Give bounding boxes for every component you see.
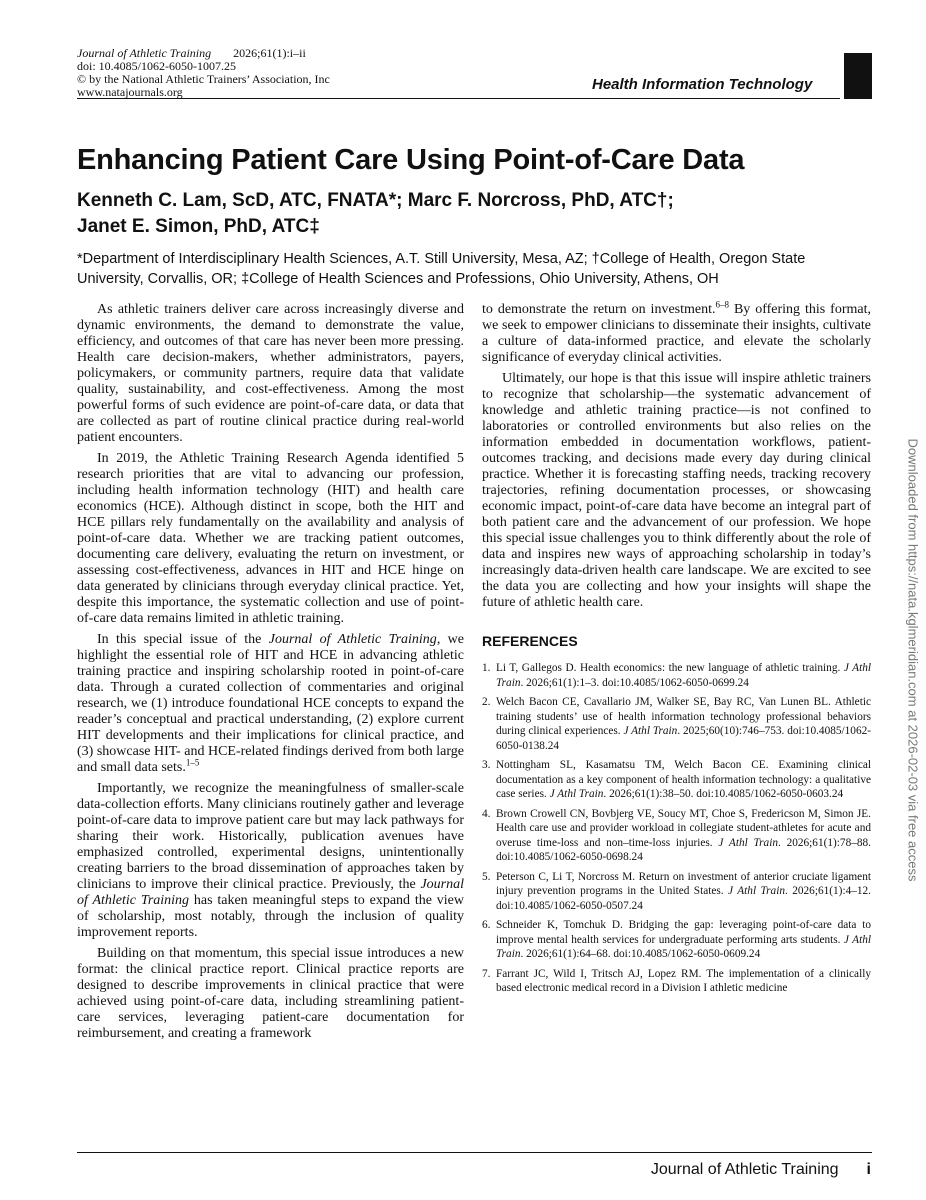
page-number: i <box>866 1161 871 1178</box>
reference-details: . 2026;61(1):38–50. doi:10.4085/1062-6050-0603.24 <box>603 788 844 800</box>
reference-number: 4. <box>482 807 491 820</box>
reference-number: 1. <box>482 662 491 674</box>
reference-text <box>496 918 871 962</box>
reference-text <box>496 758 871 802</box>
reference-item <box>482 807 871 865</box>
section-label: Health Information Technology <box>592 76 813 93</box>
reference-number: 7. <box>482 967 491 980</box>
paragraph-5-cont-text-b: By offering this format, we seek to empower clinicians to disseminate their insights, cultivate a culture of data-informed practice, and elevate the scholarly significance of everyday clinical activities. <box>482 302 871 365</box>
article-meta <box>77 47 330 99</box>
reference-body: Welch Bacon CE, Cavallario JM, Walker SE, Bay RC, Van Lunen BL. Athletic training students’ use of health information technology professional behaviors during clinical experiences. <box>496 696 871 737</box>
website-link[interactable]: www.natajournals.org <box>77 85 183 99</box>
reference-item <box>482 661 871 690</box>
paragraph-3 <box>77 632 464 776</box>
reference-journal: J Athl Train <box>728 885 785 897</box>
citation: 2026;61(1):i–ii <box>233 46 306 60</box>
citation-superscript[interactable]: 6–8 <box>715 299 729 310</box>
reference-item <box>482 918 871 962</box>
copyright: © by the National Athletic Trainers’ Association, Inc <box>77 72 330 86</box>
citation-superscript[interactable]: 1–5 <box>185 757 200 768</box>
reference-body: Nottingham SL, Kasamatsu TM, Welch Bacon CE. Examining clinical documentation as a key component of health information technology: a qualitative case series. <box>496 759 871 800</box>
paragraph-6: Ultimately, our hope is that this issue will inspire athletic trainers to recognize that scholarship—the systematic advancement of knowledge and athletic training practice—is not confined to laboratories or controlled environments but also relies on the information embedded in documentation workflows, patient-outcomes tracking, and decisions made every day during clinical practice. Whether it is forecasting staffing needs, tracking recovery trajectories, refining documentation processes, or showcasing economic impact, point-of-care data have become an integral part of both patient care and the advancement of our profession. We hope this special issue challenges you to think differently about the role of data and inspires new ways of approaching scholarship in today’s increasingly data-driven health care landscape. We are excited to see the data you are collecting and how your insights will shape the future of athletic health care. <box>482 371 871 610</box>
paragraph-4 <box>77 781 464 941</box>
paragraph-5-continued <box>482 299 871 366</box>
reference-text <box>496 967 871 996</box>
footer-divider <box>77 1152 872 1153</box>
affiliations: *Department of Interdisciplinary Health Sciences, A.T. Still University, Mesa, AZ; †College of Health, Oregon State University, Corvallis, OR; ‡College of Health Sciences and Professions, Ohio University, Athens, OH <box>77 251 806 287</box>
article-title: Enhancing Patient Care Using Point-of-Care Data <box>77 144 745 176</box>
reference-item <box>482 870 871 914</box>
journal-name-italic: Journal of Athletic Training <box>77 877 464 908</box>
reference-details: . 2025;60(10):746–753. doi:10.4085/1062-6050-0138.24 <box>496 725 872 752</box>
reference-journal: J Athl Train <box>496 662 871 689</box>
paragraph-4-text-a: Importantly, we recognize the meaningfulness of smaller-scale data-collection efforts. Many clinicians routinely gather and leverage point-of-care data to improve patient care but may lack pathways for sharing their work. Historically, publication avenues have emphasized controlled, experimental designs, unintentionally creating barriers to the broad dissemination of approaches taken by clinicians to improve their clinical practice. Previously, the <box>77 781 464 892</box>
reference-journal: J Athl Train <box>623 725 678 737</box>
reference-journal: J Athl Train <box>718 836 778 849</box>
left-column <box>77 302 464 1047</box>
reference-body: Peterson C, Li T, Norcross M. Return on investment of anterior cruciate ligament injury prevention programs in the United States. <box>496 870 871 897</box>
references-heading: REFERENCES <box>482 633 578 649</box>
reference-body: Li T, Gallegos D. Health economics: the new language of athletic training. <box>496 662 844 674</box>
paragraph-2: In 2019, the Athletic Training Research Agenda identified 5 research priorities that are vital to advancing our profession, including health information technology (HIT) and health care economics (HCE). Although distinct in scope, both the HIT and HCE pillars rely fundamentally on the availability and analysis of point-of-care data. Whether we are tracking patient outcomes, documenting care delivery, evaluating the return on investment, or assessing cost-effectiveness, advances in HIT and HCE hinge on data generated by clinicians through everyday clinical practice. Yet, despite this importance, the systematic collection and use of point-of-care data remains limited in athletic training. <box>77 451 464 626</box>
reference-text <box>496 807 871 865</box>
reference-number: 5. <box>482 870 491 883</box>
reference-text <box>496 661 871 690</box>
page-footer <box>651 1160 871 1180</box>
reference-item <box>482 967 871 996</box>
reference-body: Brown Crowell CN, Bovbjerg VE, Soucy MT, Choe S, Fredericson M, Simon JE. Health care use and provider workload in collegiate student-athletes for acute and overuse time-loss and non–time-loss injuries. <box>496 807 871 849</box>
section-tab-marker <box>844 53 872 99</box>
reference-list <box>482 661 871 996</box>
reference-details: . 2026;61(1):64–68. doi:10.4085/1062-6050-0609.24 <box>520 948 761 960</box>
header-divider <box>77 98 840 99</box>
reference-number: 3. <box>482 759 491 771</box>
paragraph-5: Building on that momentum, this special issue introduces a new format: the clinical practice report. Clinical practice reports are designed to describe improvements in clinical practice that were achieved using point-of-care data, including streamlining patient-care services, leveraging patient-care documentation for reimbursement, and creating a framework <box>77 946 464 1041</box>
paragraph-4-text-b: has taken meaningful steps to expand the view of scholarship, most notably, through the inclusion of quality improvement reports. <box>77 893 464 940</box>
reference-details: . 2026;61(1):4–12. doi:10.4085/1062-6050-0507.24 <box>496 885 871 912</box>
reference-journal: J Athl Train <box>496 933 871 960</box>
paragraph-1: As athletic trainers deliver care across increasingly diverse and dynamic environments, the demand to demonstrate the value, efficiency, and outcomes of that care has never been more pressing. Health care decision-makers, whether administrators, payers, policymakers, or community partners, require data that validate quality, sustainability, and cost-effectiveness. Among the most powerful forms of such evidence are point-of-care data, or data that are collected as part of routine clinical practice during real-world patient encounters. <box>77 302 464 445</box>
reference-details: . 2026;61(1):78–88. doi:10.4085/1062-6050-0698.24 <box>496 836 871 863</box>
reference-item <box>482 695 871 753</box>
right-column <box>482 299 872 1001</box>
download-notice <box>903 400 923 920</box>
authors-line-1: Kenneth C. Lam, ScD, ATC, FNATA*; Marc F. Norcross, PhD, ATC†; <box>77 190 674 211</box>
footer-journal: Journal of Athletic Training <box>650 1161 839 1178</box>
doi[interactable]: doi: 10.4085/1062-6050-1007.25 <box>77 59 236 73</box>
paragraph-3-text-b: , we highlight the essential role of HIT and HCE in advancing athletic training practice and inspiring scholarship rooted in point-of-care data. Through a curated collection of commentaries and original research, we (1) introduce foundational HCE concepts to expand the reader’s conceptual and practical understanding, (2) explore current HIT developments and their implications for clinical practice, and (3) showcase HIT- and HCE-related findings derived from both large and small data sets. <box>77 632 465 775</box>
authors-line-2: Janet E. Simon, PhD, ATC‡ <box>77 216 320 237</box>
reference-body: Farrant JC, Wild I, Tritsch AJ, Lopez RM. The implementation of a clinically based electronic medical record in a Division I athletic medicine <box>496 967 871 994</box>
reference-text <box>496 695 871 753</box>
download-notice-text: Downloaded from https://nata.kglmeridian.com at 2026-02-03 via free access <box>905 438 921 882</box>
reference-number: 6. <box>482 919 491 931</box>
reference-text <box>496 870 871 914</box>
paragraph-3-text-a: In this special issue of the <box>97 632 269 647</box>
reference-journal: J Athl Train <box>549 788 604 800</box>
reference-number: 2. <box>482 696 491 708</box>
reference-details: . 2026;61(1):1–3. doi:10.4085/1062-6050-0699.24 <box>520 676 749 689</box>
author-list <box>77 188 837 240</box>
journal-name-italic: Journal of Athletic Training <box>268 632 437 647</box>
reference-item <box>482 758 871 802</box>
reference-body: Schneider K, Tomchuk D. Bridging the gap: leveraging point-of-care data to improve mental health services for undergraduate performing arts students. <box>496 919 871 946</box>
paragraph-5-cont-text-a: to demonstrate the return on investment. <box>482 302 716 317</box>
journal-name: Journal of Athletic Training <box>77 46 212 60</box>
